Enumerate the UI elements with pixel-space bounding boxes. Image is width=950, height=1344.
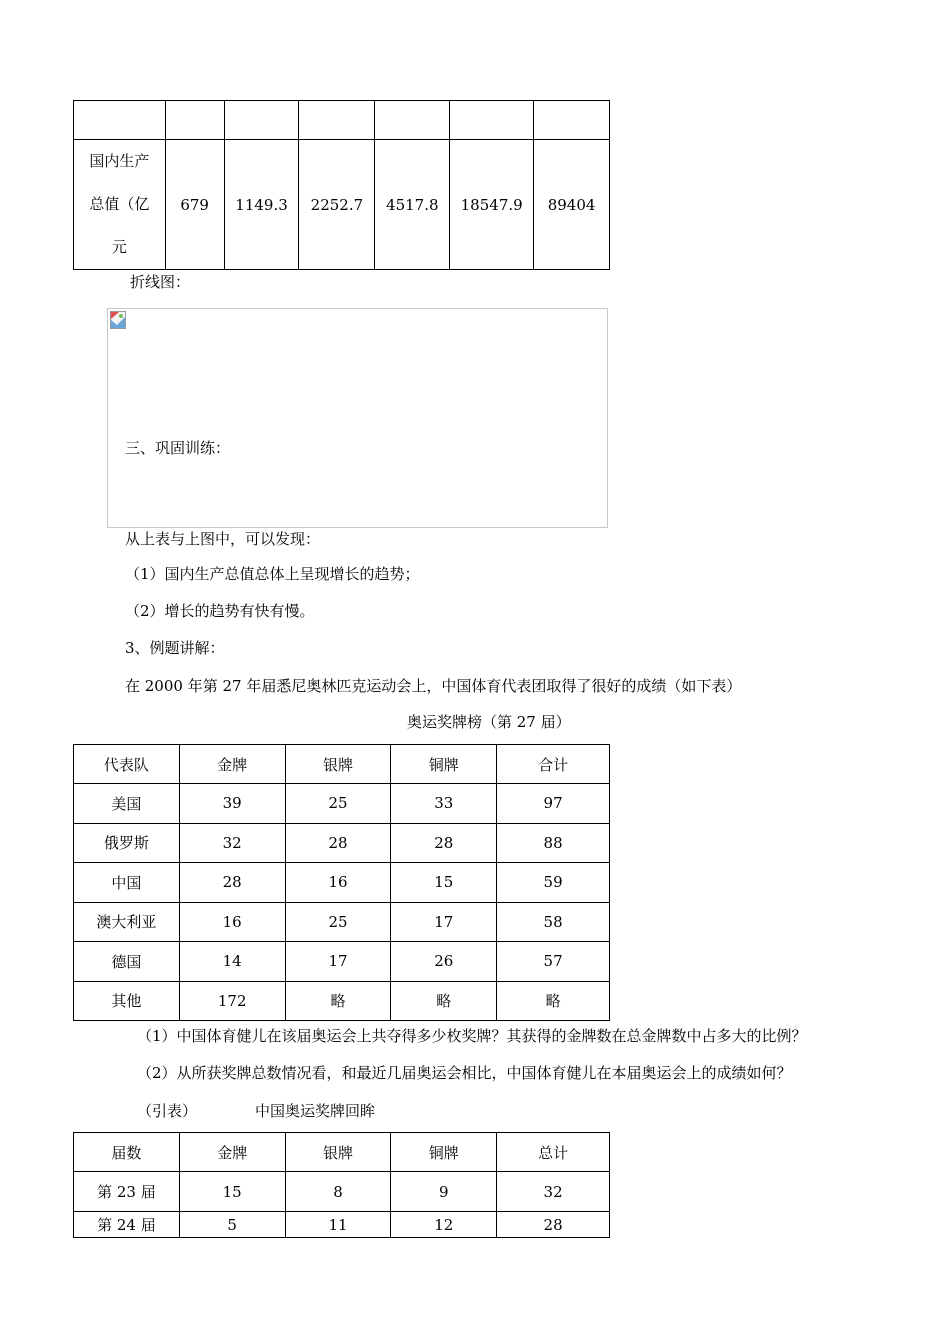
history-cell: 8 — [285, 1172, 391, 1212]
gdp-value: 4517.8 — [375, 140, 450, 270]
gdp-cell — [224, 101, 299, 140]
history-cell: 32 — [497, 1172, 610, 1212]
question-2: （2）从所获奖牌总数情况看，和最近几届奥运会相比，中国体育健儿在本届奥运会上的成绩如何？ — [137, 1064, 792, 1082]
medal-cell: 97 — [497, 784, 610, 824]
medal-cell: 俄罗斯 — [74, 823, 180, 863]
gdp-value: 679 — [165, 140, 224, 270]
medal-cell: 33 — [391, 784, 497, 824]
medal-header-cell: 代表队 — [74, 745, 180, 784]
medal-cell: 28 — [179, 863, 285, 903]
history-cell: 12 — [391, 1212, 497, 1238]
history-header-cell: 届数 — [74, 1133, 180, 1172]
gdp-value: 1149.3 — [224, 140, 299, 270]
history-cell: 第 23 届 — [74, 1172, 180, 1212]
medal-cell: 88 — [497, 823, 610, 863]
medal-cell: 59 — [497, 863, 610, 903]
medal-cell: 28 — [391, 823, 497, 863]
gdp-value-row — [74, 140, 610, 270]
example-text: 在 2000 年第 27 年届悉尼奥林匹克运动会上，中国体育代表团取得了很好的成绩（如下表） — [125, 677, 742, 695]
finding-intro: 从上表与上图中，可以发现： — [125, 530, 321, 548]
table-row — [74, 1172, 610, 1212]
table-row — [74, 942, 610, 982]
medal-cell: 略 — [391, 981, 497, 1021]
medal-table — [73, 744, 610, 1021]
history-header-cell: 铜牌 — [391, 1133, 497, 1172]
gdp-cell — [165, 101, 224, 140]
medal-header-row — [74, 745, 610, 784]
gdp-cell — [299, 101, 375, 140]
overlay-heading: 三、巩固训练： — [125, 439, 231, 457]
medal-cell: 16 — [285, 863, 391, 903]
medal-cell: 略 — [497, 981, 610, 1021]
medal-cell: 15 — [391, 863, 497, 903]
gdp-table — [73, 100, 610, 270]
history-header-row — [74, 1133, 610, 1172]
medal-cell: 14 — [179, 942, 285, 982]
table-row — [74, 1212, 610, 1238]
cite-label: （引表） — [137, 1102, 198, 1120]
history-header-cell: 银牌 — [285, 1133, 391, 1172]
medal-header-cell: 铜牌 — [391, 745, 497, 784]
medal-cell: 中国 — [74, 863, 180, 903]
gdp-value: 18547.9 — [450, 140, 534, 270]
medal-cell: 39 — [179, 784, 285, 824]
table-row — [74, 902, 610, 942]
gdp-header-row — [74, 101, 610, 140]
history-cell: 5 — [179, 1212, 285, 1238]
gdp-cell — [74, 101, 166, 140]
medal-cell: 美国 — [74, 784, 180, 824]
medal-cell: 57 — [497, 942, 610, 982]
medal-cell: 澳大利亚 — [74, 902, 180, 942]
medal-cell: 25 — [285, 784, 391, 824]
gdp-cell — [375, 101, 450, 140]
medal-cell: 17 — [391, 902, 497, 942]
medal-cell: 172 — [179, 981, 285, 1021]
medal-table-caption: 奥运奖牌榜（第 27 届） — [407, 713, 571, 731]
medal-cell: 德国 — [74, 942, 180, 982]
history-cell: 15 — [179, 1172, 285, 1212]
medal-header-cell: 银牌 — [285, 745, 391, 784]
history-table — [73, 1132, 610, 1238]
medal-cell: 28 — [285, 823, 391, 863]
example-heading: 3、例题讲解： — [125, 639, 225, 657]
history-header-cell: 金牌 — [179, 1133, 285, 1172]
history-cell: 28 — [497, 1212, 610, 1238]
gdp-value: 89404 — [534, 140, 610, 270]
medal-cell: 58 — [497, 902, 610, 942]
history-cell: 11 — [285, 1212, 391, 1238]
table-row — [74, 981, 610, 1021]
medal-cell: 25 — [285, 902, 391, 942]
history-cell: 9 — [391, 1172, 497, 1212]
medal-cell: 略 — [285, 981, 391, 1021]
gdp-cell — [534, 101, 610, 140]
medal-header-cell: 合计 — [497, 745, 610, 784]
medal-cell: 32 — [179, 823, 285, 863]
medal-cell: 其他 — [74, 981, 180, 1021]
line-chart-image-frame — [107, 308, 608, 528]
table-row — [74, 863, 610, 903]
history-cell: 第 24 届 — [74, 1212, 180, 1238]
question-1: （1）中国体育健儿在该届奥运会上共夺得多少枚奖牌？其获得的金牌数在总金牌数中占多大的比例？ — [137, 1027, 807, 1045]
finding-2: （2）增长的趋势有快有慢。 — [125, 602, 315, 620]
table-row — [74, 784, 610, 824]
finding-1: （1）国内生产总值总体上呈现增长的趋势； — [125, 565, 420, 583]
gdp-value: 2252.7 — [299, 140, 375, 270]
table-row — [74, 823, 610, 863]
gdp-label-cell — [74, 140, 166, 270]
medal-cell: 26 — [391, 942, 497, 982]
medal-cell: 16 — [179, 902, 285, 942]
history-header-cell: 总计 — [497, 1133, 610, 1172]
medal-header-cell: 金牌 — [179, 745, 285, 784]
gdp-label: 国内生产总值（亿元 — [89, 152, 150, 256]
history-caption: 中国奥运奖牌回眸 — [255, 1102, 376, 1120]
line-chart-label: 折线图： — [130, 273, 191, 291]
medal-cell: 17 — [285, 942, 391, 982]
broken-image-icon — [110, 311, 126, 329]
gdp-cell — [450, 101, 534, 140]
